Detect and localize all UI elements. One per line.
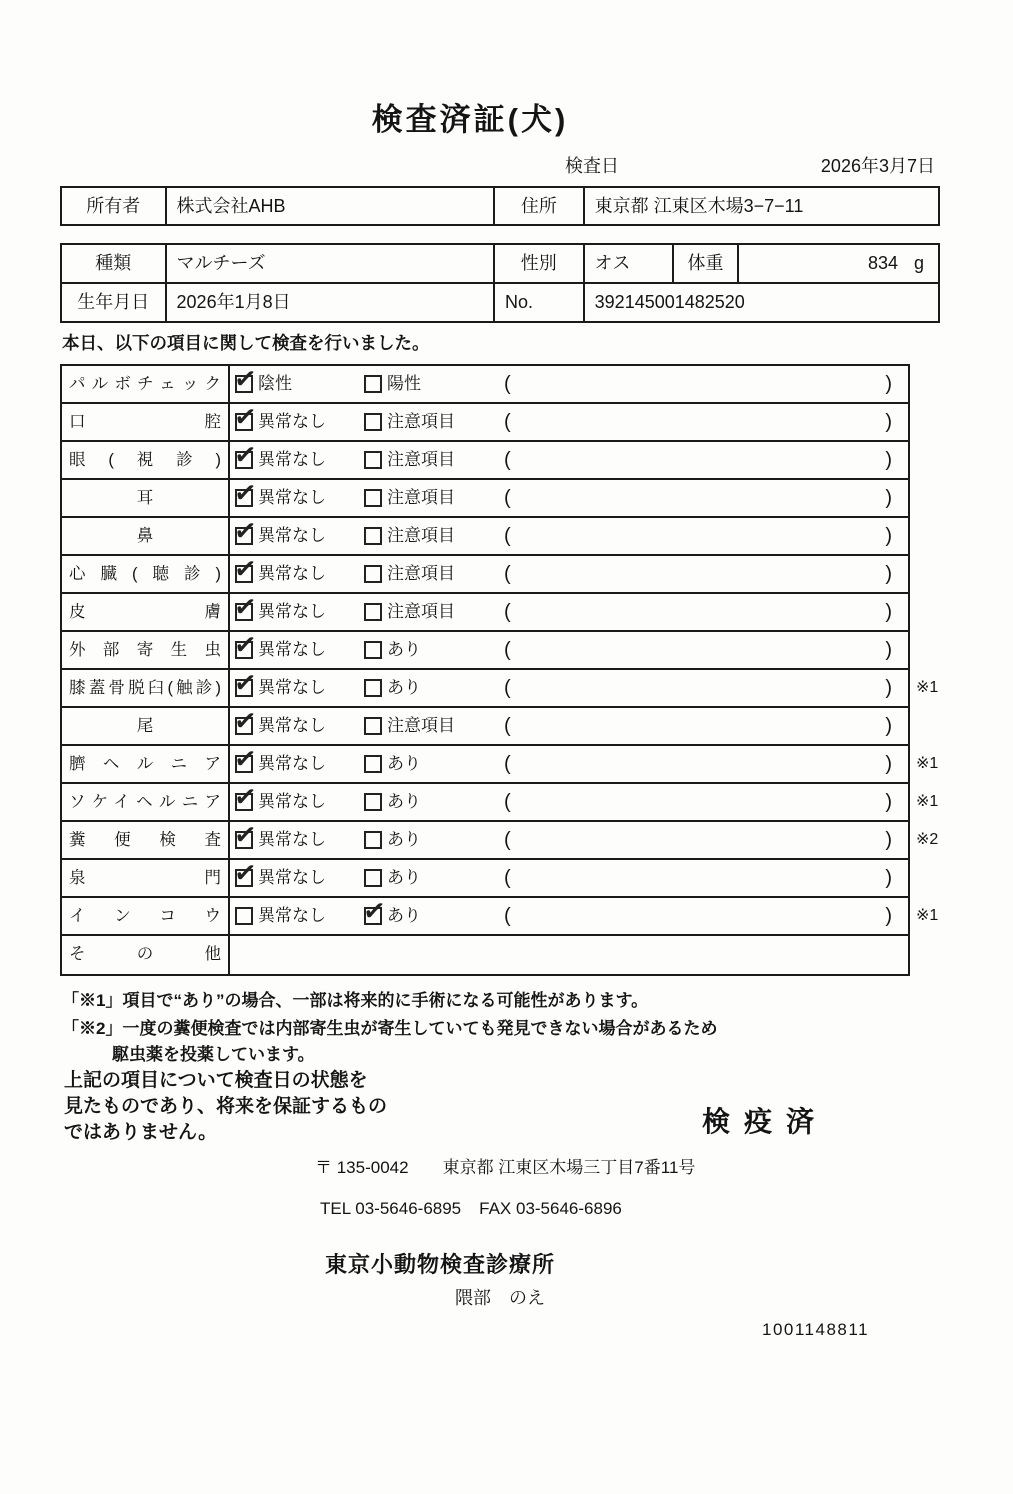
option2 [364, 708, 504, 744]
weight-label: 体重 [674, 245, 739, 282]
option1 [235, 632, 364, 668]
item-label: 心臓(聴診) [62, 556, 230, 592]
checkbox-option1 [235, 603, 253, 621]
checkbox-option1 [235, 375, 253, 393]
option1 [235, 708, 364, 744]
option2-label: あり [387, 906, 421, 925]
option1-label: 異常なし [258, 678, 326, 697]
inspection-date-value: 2026年3月7日 [820, 156, 935, 176]
item-label: 臍ヘルニア [62, 746, 230, 782]
inspection-row [62, 784, 939, 822]
checkbox-option1 [235, 717, 253, 735]
option1 [235, 442, 364, 478]
item-label: 皮膚 [62, 594, 230, 630]
paren-close: ) [885, 867, 892, 889]
option1 [235, 594, 364, 630]
checkbox-option1 [235, 565, 253, 583]
paren-close: ) [885, 639, 892, 661]
paren-close: ) [885, 487, 892, 509]
inspection-result-cell [230, 632, 908, 668]
option2-label: 注意項目 [387, 564, 455, 583]
checkbox-option1 [235, 527, 253, 545]
option2 [364, 822, 504, 858]
paren-open: ( [504, 753, 511, 775]
option1-label: 異常なし [258, 906, 326, 925]
paren-close: ) [885, 753, 892, 775]
option1 [235, 860, 364, 896]
item-label: 外部寄生虫 [62, 632, 230, 668]
paren-open: ( [504, 411, 511, 433]
checkbox-option1 [235, 869, 253, 887]
intro-text: 本日、以下の項目に関して検査を行いました。 [62, 333, 430, 353]
option2 [364, 442, 504, 478]
option1 [235, 822, 364, 858]
paren-open: ( [504, 487, 511, 509]
option1-label: 異常なし [258, 754, 326, 773]
option1-label: 異常なし [258, 450, 326, 469]
checkbox-option2 [364, 755, 382, 773]
option2-label: 注意項目 [387, 412, 455, 431]
item-label: 尾 [62, 708, 230, 744]
paren-close: ) [885, 791, 892, 813]
option2-label: 注意項目 [387, 716, 455, 735]
option1 [235, 746, 364, 782]
inspection-row [62, 442, 908, 480]
item-label: ソケイヘルニア [62, 784, 230, 820]
owner-label: 所有者 [62, 188, 167, 224]
clinic-address: 東京都 江東区木場三丁目7番11号 [442, 1158, 696, 1177]
option1-label: 陰性 [258, 374, 292, 393]
option1 [235, 556, 364, 592]
option1-label: 異常なし [258, 564, 326, 583]
inspection-result-cell [230, 936, 908, 974]
option1-label: 異常なし [258, 602, 326, 621]
birthdate-value: 2026年1月8日 [167, 284, 495, 321]
clinic-fax: FAX 03-5646-6896 [479, 1199, 622, 1218]
paren-close: ) [885, 601, 892, 623]
remarks-field [504, 899, 908, 933]
option1 [235, 366, 364, 402]
remarks-field [504, 747, 908, 781]
option2-label: 注意項目 [387, 488, 455, 507]
inspection-date-label: 検査日 [565, 156, 619, 176]
clinic-name: 東京小動物検査診療所 [325, 1252, 556, 1277]
paren-open: ( [504, 373, 511, 395]
number-label: No. [495, 284, 585, 321]
inspection-result-cell [230, 898, 908, 934]
footnote-ref: ※1 [916, 793, 939, 810]
paren-close: ) [885, 373, 892, 395]
option2 [364, 594, 504, 630]
disclaimer-line-2: 見たものであり、将来を保証するもの [64, 1096, 388, 1117]
item-label: 鼻 [62, 518, 230, 554]
option2 [364, 898, 504, 934]
item-label: 泉門 [62, 860, 230, 896]
footnote-ref: ※1 [916, 907, 939, 924]
checkbox-option1 [235, 907, 253, 925]
pet-row-2 [62, 282, 938, 321]
checkbox-option2 [364, 413, 382, 431]
inspection-result-cell [230, 822, 908, 858]
option2 [364, 480, 504, 516]
checkbox-option2 [364, 451, 382, 469]
inspection-result-cell [230, 518, 908, 554]
inspection-result-cell [230, 366, 908, 402]
inspection-result-cell [230, 708, 908, 744]
checkbox-option2 [364, 603, 382, 621]
paren-close: ) [885, 525, 892, 547]
remarks-field [504, 709, 908, 743]
checkbox-option2 [364, 489, 382, 507]
checkbox-option2 [364, 679, 382, 697]
option1 [235, 480, 364, 516]
paren-open: ( [504, 715, 511, 737]
option1 [235, 404, 364, 440]
item-label: 糞便検査 [62, 822, 230, 858]
item-label: 耳 [62, 480, 230, 516]
item-label: 膝蓋骨脱臼(触診) [62, 670, 230, 706]
option2 [364, 632, 504, 668]
remarks-field [504, 823, 908, 857]
option2-label: あり [387, 640, 421, 659]
paren-close: ) [885, 829, 892, 851]
inspection-result-cell [230, 860, 908, 896]
inspection-result-cell [230, 784, 908, 820]
breed-label: 種類 [62, 245, 167, 282]
remarks-field [504, 633, 908, 667]
item-label: パルボチェック [62, 366, 230, 402]
disclaimer-text [64, 1068, 387, 1146]
inspection-row [62, 708, 908, 746]
item-label: 眼(視診) [62, 442, 230, 478]
inspection-result-cell [230, 594, 908, 630]
footnote-2: 「※2」一度の糞便検査では内部寄生虫が寄生していても発見できない場合があるため [62, 1019, 718, 1038]
option2 [364, 746, 504, 782]
checkbox-option2 [364, 565, 382, 583]
checkbox-option1 [235, 831, 253, 849]
checkbox-option2 [364, 641, 382, 659]
inspection-result-cell [230, 404, 908, 440]
remarks-field [504, 519, 908, 553]
footnote-1: 「※1」項目で“あり”の場合、一部は将来的に手術になる可能性があります。 [62, 991, 649, 1010]
inspection-row [62, 822, 939, 860]
footnote-ref: ※2 [916, 831, 939, 848]
option2 [364, 860, 504, 896]
paren-open: ( [504, 639, 511, 661]
inspection-row [62, 936, 908, 974]
checkbox-option2 [364, 717, 382, 735]
item-label: 口腔 [62, 404, 230, 440]
remarks-field [504, 367, 908, 401]
remarks-field [504, 443, 908, 477]
option2-label: あり [387, 754, 421, 773]
paren-open: ( [504, 677, 511, 699]
option1 [235, 784, 364, 820]
clinic-address-line [315, 1153, 695, 1178]
option1 [235, 898, 364, 934]
item-label: インコウ [62, 898, 230, 934]
owner-address-label: 住所 [495, 188, 585, 224]
checkbox-option2 [364, 831, 382, 849]
paren-open: ( [504, 829, 511, 851]
checkbox-option1 [235, 641, 253, 659]
remarks-field [504, 861, 908, 895]
paren-open: ( [504, 525, 511, 547]
paren-close: ) [885, 715, 892, 737]
weight-unit: g [914, 253, 925, 273]
inspection-result-cell [230, 670, 908, 706]
owner-address: 東京都 江東区木場3−7−11 [594, 196, 804, 216]
option2-label: 注意項目 [387, 602, 455, 621]
checkbox-option1 [235, 755, 253, 773]
page-title: 検査済証(犬) [371, 102, 569, 137]
number-value: 392145001482520 [594, 292, 745, 312]
owner-row [62, 188, 938, 224]
pet-row-1 [62, 245, 938, 282]
inspection-row [62, 860, 908, 898]
option2-label: 注意項目 [387, 450, 455, 469]
checkbox-option1 [235, 793, 253, 811]
option2 [364, 556, 504, 592]
inspection-row [62, 556, 908, 594]
inspection-result-cell [230, 746, 908, 782]
option1-label: 異常なし [258, 412, 326, 431]
remarks-field [504, 785, 908, 819]
paren-open: ( [504, 601, 511, 623]
option2 [364, 784, 504, 820]
paren-open: ( [504, 791, 511, 813]
quarantine-stamp: 検疫済 [702, 1106, 829, 1137]
inspection-result-cell [230, 442, 908, 478]
clinic-tel-line [320, 1199, 622, 1219]
inspection-row [62, 366, 908, 404]
owner-table [60, 186, 940, 226]
remarks-field [504, 481, 908, 515]
remarks-field [504, 557, 908, 591]
inspection-row [62, 518, 908, 556]
footnote-2-continued: 駆虫薬を投薬しています。 [112, 1045, 315, 1064]
staff-name: 隈部 のえ [455, 1288, 545, 1308]
option1-label: 異常なし [258, 526, 326, 545]
weight-cell [739, 245, 938, 282]
checkbox-option2 [364, 375, 382, 393]
option2-label: あり [387, 830, 421, 849]
footnote-ref: ※1 [916, 755, 939, 772]
option1-label: 異常なし [258, 640, 326, 659]
checkbox-option1 [235, 451, 253, 469]
remarks-field [504, 405, 908, 439]
checkbox-option1 [235, 679, 253, 697]
inspection-row [62, 480, 908, 518]
option1-label: 異常なし [258, 792, 326, 811]
breed-value: マルチーズ [167, 245, 495, 282]
item-label: その他 [62, 936, 230, 974]
remarks-field [504, 671, 908, 705]
paren-close: ) [885, 449, 892, 471]
disclaimer-line-1: 上記の項目について検査日の状態を [64, 1070, 368, 1091]
birthdate-label: 生年月日 [62, 284, 167, 321]
option2-label: 陽性 [387, 374, 421, 393]
checkbox-option1 [235, 413, 253, 431]
option2 [364, 366, 504, 402]
inspection-result-cell [230, 556, 908, 592]
postal-code: 〒 135-0042 [315, 1158, 409, 1177]
checkbox-option2 [364, 907, 382, 925]
option2-label: 注意項目 [387, 526, 455, 545]
checkbox-option2 [364, 869, 382, 887]
disclaimer-line-3: ではありません。 [64, 1122, 218, 1143]
inspection-result-cell [230, 480, 908, 516]
option1-label: 異常なし [258, 868, 326, 887]
paren-close: ) [885, 677, 892, 699]
option1-label: 異常なし [258, 716, 326, 735]
checkbox-option1 [235, 489, 253, 507]
option2-label: あり [387, 678, 421, 697]
footnote-ref: ※1 [916, 679, 939, 696]
inspection-row [62, 632, 908, 670]
paren-open: ( [504, 563, 511, 585]
option1 [235, 518, 364, 554]
option2 [364, 404, 504, 440]
checkbox-option2 [364, 793, 382, 811]
inspection-row [62, 898, 939, 936]
option1-label: 異常なし [258, 488, 326, 507]
inspection-row [62, 404, 908, 442]
serial-number: 1001148811 [762, 1320, 870, 1339]
option2 [364, 518, 504, 554]
paren-open: ( [504, 449, 511, 471]
sex-label: 性別 [495, 245, 585, 282]
option2-label: あり [387, 792, 421, 811]
paren-close: ) [885, 411, 892, 433]
owner-name: 株式会社AHB [167, 188, 496, 224]
inspection-table [60, 364, 939, 976]
inspection-row [62, 594, 908, 632]
inspection-row [62, 746, 939, 784]
inspection-row [62, 670, 939, 708]
remarks-field [504, 595, 908, 629]
paren-close: ) [885, 563, 892, 585]
option2-label: あり [387, 868, 421, 887]
clinic-tel: TEL 03-5646-6895 [320, 1199, 462, 1218]
option1-label: 異常なし [258, 830, 326, 849]
weight-value: 834 [867, 253, 898, 273]
checkbox-option2 [364, 527, 382, 545]
paren-open: ( [504, 905, 511, 927]
paren-close: ) [885, 905, 892, 927]
paren-open: ( [504, 867, 511, 889]
option1 [235, 670, 364, 706]
option2 [364, 670, 504, 706]
sex-value: オス [585, 245, 675, 282]
pet-table [60, 243, 940, 323]
